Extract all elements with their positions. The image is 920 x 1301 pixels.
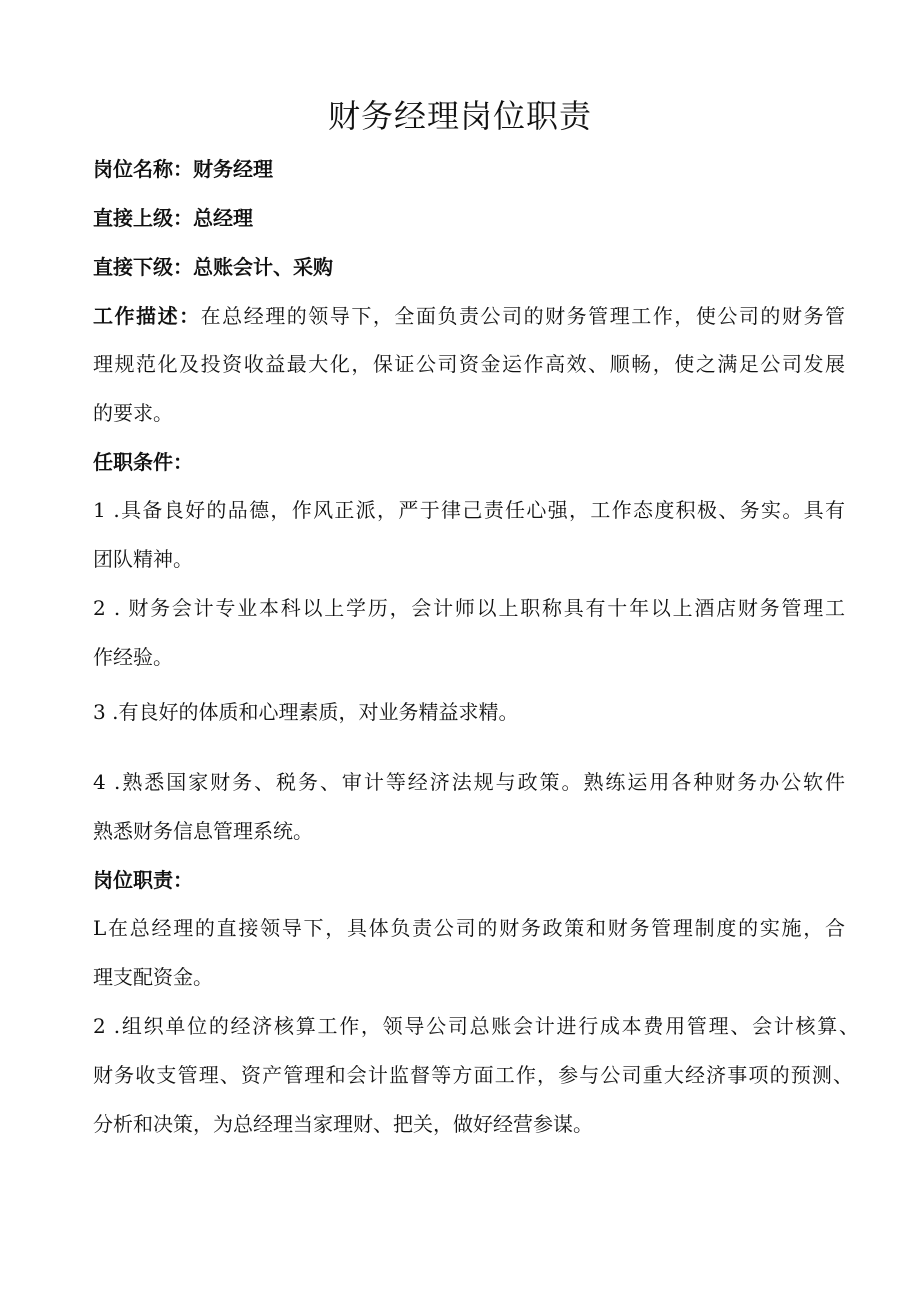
- responsibilities-heading: 岗位职责：: [93, 868, 193, 892]
- direct-subordinates: 直接下级：总账会计、采购: [93, 255, 333, 279]
- responsibility-item-2-line: 分析和决策，为总经理当家理财、把关，做好经营参谋。: [93, 1112, 593, 1136]
- work-description-line: 的要求。: [93, 401, 173, 425]
- qualification-item-4-line: 4 .熟悉国家财务、税务、审计等经济法规与政策。熟练运用各种财务办公软件: [93, 770, 845, 794]
- direct-superior: 直接上级：总经理: [93, 206, 253, 230]
- work-description-label: 工作描述：: [93, 304, 201, 328]
- work-description-text: 在总经理的领导下，全面负责公司的财务管理工作，使公司的财务管: [200, 304, 846, 328]
- qualifications-heading: 任职条件：: [93, 450, 193, 474]
- document-title: 财务经理岗位职责: [327, 97, 592, 135]
- position-name: 岗位名称：财务经理: [93, 157, 273, 181]
- qualification-item-1-line: 团队精神。: [93, 547, 193, 571]
- responsibility-item-2-line: 2 .组织单位的经济核算工作，领导公司总账会计进行成本费用管理、会计核算、: [93, 1014, 859, 1038]
- work-description-line: 理规范化及投资收益最大化，保证公司资金运作高效、顺畅，使之满足公司发展: [93, 352, 845, 376]
- qualification-item-1-line: 1 .具备良好的品德，作风正派，严于律己责任心强，工作态度积极、务实。具有: [93, 498, 845, 522]
- responsibility-item-1-line: 理支配资金。: [93, 965, 213, 989]
- qualification-item-2-line: 2 . 财务会计专业本科以上学历，会计师以上职称具有十年以上酒店财务管理工: [93, 596, 845, 620]
- responsibility-item-2-line: 财务收支管理、资产管理和会计监督等方面工作，参与公司重大经济事项的预测、: [93, 1063, 853, 1087]
- qualification-item-3-line: 3 .有良好的体质和心理素质，对业务精益求精。: [93, 700, 519, 724]
- responsibility-item-1-line: L在总经理的直接领导下，具体负责公司的财务政策和财务管理制度的实施，合: [93, 916, 845, 940]
- qualification-item-4-line: 熟悉财务信息管理系统。: [93, 819, 313, 843]
- work-description-line: [93, 301, 845, 331]
- qualification-item-2-line: 作经验。: [93, 645, 173, 669]
